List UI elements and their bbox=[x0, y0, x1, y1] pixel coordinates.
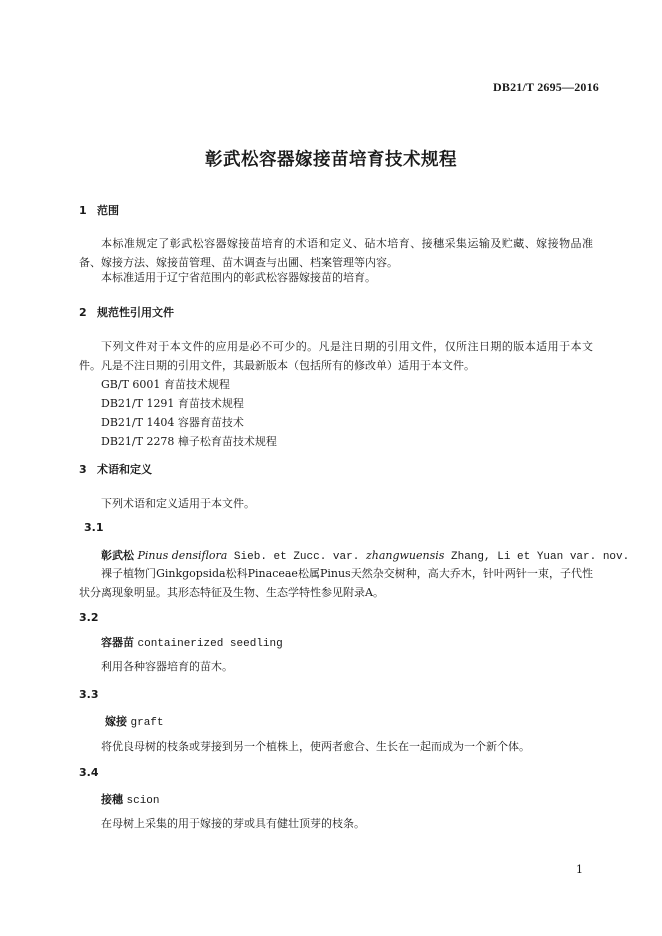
section-title: 规范性引用文件 bbox=[97, 306, 174, 319]
term-entry bbox=[101, 547, 629, 563]
section-title: 范围 bbox=[97, 204, 119, 217]
term-definition: 在母树上采集的用于嫁接的芽或具有健壮顶芽的枝条。 bbox=[101, 817, 365, 830]
scope-paragraph-2: 本标准适用于辽宁省范围内的彰武松容器嫁接苗的培育。 bbox=[101, 271, 376, 284]
reference-item: GB/T 6001 育苗技术规程 bbox=[101, 378, 230, 391]
clause-number: 3.2 bbox=[79, 611, 99, 624]
normative-intro: 下列文件对于本文件的应用是必不可少的。凡是注日期的引用文件，仅所注日期的版本适用于本文件。凡是不注日期的引用文件，其最新版本（包括所有的修改单）适用于本文件。 bbox=[79, 340, 593, 372]
term-english: graft bbox=[130, 717, 164, 729]
scope-paragraph-1: 本标准规定了彰武松容器嫁接苗培育的术语和定义、砧木培育、接穗采集运输及贮藏、嫁接物品准备、嫁接方法、嫁接苗管理、苗木调查与出圃、档案管理等内容。 bbox=[79, 237, 593, 269]
authority: Zhang, Li et Yuan var. nov. bbox=[444, 551, 630, 563]
section-1-heading bbox=[79, 202, 119, 218]
term-chinese: 彰武松 bbox=[101, 549, 134, 562]
term-definition: 利用各种容器培育的苗木。 bbox=[101, 660, 233, 673]
term-entry bbox=[105, 713, 164, 729]
variety-name: zhangwuensis bbox=[365, 549, 445, 562]
term-english: scion bbox=[126, 795, 160, 807]
section-3-heading bbox=[79, 461, 152, 477]
terms-intro: 下列术语和定义适用于本文件。 bbox=[101, 497, 255, 510]
term-entry bbox=[101, 791, 160, 807]
term-chinese: 容器苗 bbox=[101, 636, 134, 649]
reference-item: DB21/T 2278 樟子松育苗技术规程 bbox=[101, 435, 277, 448]
page-number: 1 bbox=[576, 863, 583, 876]
term-definition: 裸子植物门Ginkgopsida松科Pinaceae松属Pinus天然杂交树种，高大乔木，针叶两针一束，子代性状分离现象明显。其形态特征及生物、生态学特性参见附录A。 bbox=[79, 567, 593, 599]
standard-number: DB21/T 2695—2016 bbox=[493, 80, 599, 94]
clause-number: 3.4 bbox=[79, 766, 99, 779]
authority: Sieb. et Zucc. var. bbox=[227, 551, 366, 563]
term-chinese: 接穗 bbox=[101, 793, 123, 806]
term-english: containerized seedling bbox=[137, 638, 283, 650]
term-definition: 将优良母树的枝条或芽接到另一个植株上，使两者愈合、生长在一起而成为一个新个体。 bbox=[101, 740, 530, 753]
document-title: 彰武松容器嫁接苗培育技术规程 bbox=[205, 150, 457, 170]
term-entry bbox=[101, 634, 283, 650]
reference-item: DB21/T 1291 育苗技术规程 bbox=[101, 397, 244, 410]
section-2-heading bbox=[79, 304, 174, 320]
section-number: 3 bbox=[79, 463, 87, 476]
term-chinese: 嫁接 bbox=[105, 715, 127, 728]
clause-number: 3.3 bbox=[79, 688, 99, 701]
section-title: 术语和定义 bbox=[97, 463, 152, 476]
reference-item: DB21/T 1404 容器育苗技术 bbox=[101, 416, 244, 429]
clause-number: 3.1 bbox=[84, 521, 104, 534]
section-number: 2 bbox=[79, 306, 87, 319]
section-number: 1 bbox=[79, 204, 87, 217]
scientific-name: Pinus densiflora bbox=[137, 549, 228, 562]
